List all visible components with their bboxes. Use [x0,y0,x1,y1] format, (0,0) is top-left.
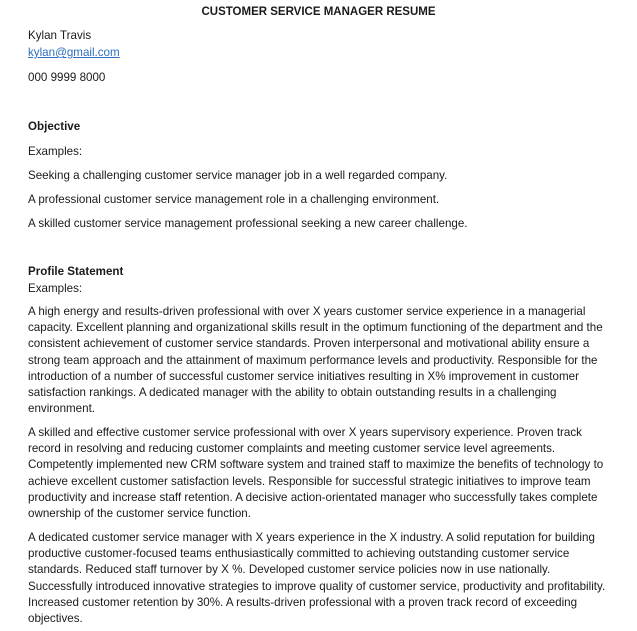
profile-paragraph: A dedicated customer service manager with X years experience in the X industry. A solid reputation for building productive customer-focused teams enthusiastically committed to achieving outstanding customer service standards. Reduced staff turnover by X %. Developed customer service policies now in use nationally. Successfully introduced innovative strategies to improve quality of customer service, productivity and profitability. Increased customer retention by 30%. A results-driven professional with a proven track record of exceeding objectives. [28,531,606,626]
objective-example: A professional customer service management role in a challenging environment. [28,193,440,206]
profile-statement-heading: Profile Statement [28,265,124,278]
objective-example: Seeking a challenging customer service manager job in a well regarded company. [28,169,448,182]
profile-examples-label: Examples: [28,282,83,295]
objective-heading: Objective [28,120,81,133]
contact-email-link[interactable]: kylan@gmail.com [28,46,120,59]
profile-paragraph: A skilled and effective customer service professional with over X years supervisory experience. Proven track record in resolving and reducing customer complaints and meeting customer service level agreements. Competently implemented new CRM software system and trained staff to maximize the benefits of technology to achieve excellent customer satisfaction levels. Responsible for successful strategic initiatives to improve team productivity and increase staff retention. A decisive action-orientated manager who successfully takes complete ownership of the customer service function. [28,426,604,521]
profile-paragraph: A high energy and results-driven professional with over X years customer service experience in a managerial capacity. Excellent planning and organizational skills result in the optimum functioning of the department and the consistent achievement of customer service standards. Proven interpersonal and motivational ability ensure a strong team approach and the attainment of maximum performance levels and productivity. Responsible for the introduction of a number of successful customer service initiatives resulting in X% improvement in customer satisfaction rankings. A dedicated manager with the ability to obtain outstanding results in a challenging environment. [28,305,603,416]
contact-phone: 000 9999 8000 [28,71,106,84]
contact-name: Kylan Travis [28,29,92,42]
objective-example: A skilled customer service management professional seeking a new career challenge. [28,217,468,230]
resume-title: CUSTOMER SERVICE MANAGER RESUME [201,6,436,18]
objective-examples-label: Examples: [28,145,83,158]
